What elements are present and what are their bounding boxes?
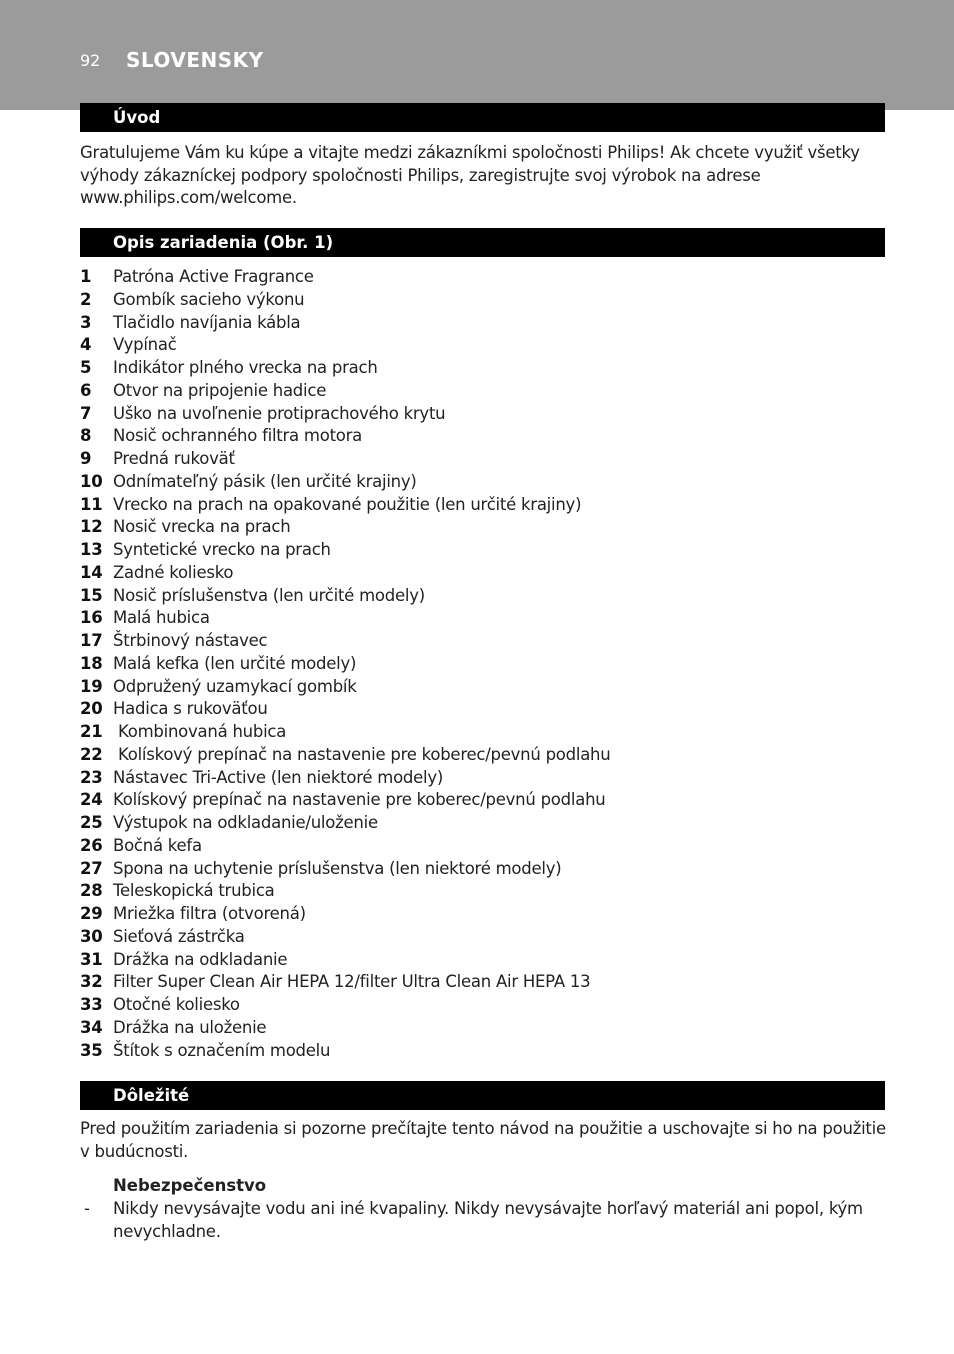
list-item-number: 33 (80, 995, 103, 1014)
section-heading-description: Opis zariadenia (Obr. 1) (80, 228, 885, 257)
list-item (80, 448, 890, 471)
list-item-number: 14 (80, 562, 103, 582)
list-item (80, 357, 890, 380)
list-item-number: 23 (80, 767, 103, 787)
list-item (80, 744, 890, 767)
list-item-number: 29 (80, 904, 103, 923)
list-item-number: 35 (80, 1040, 103, 1060)
list-item-number: 2 (80, 289, 92, 309)
section-heading-intro: Úvod (80, 103, 885, 132)
list-item (80, 1040, 890, 1063)
list-item-number: 4 (80, 335, 92, 355)
language-title: SLOVENSKY (126, 48, 264, 72)
list-item-number: 16 (80, 608, 103, 628)
list-item-number: 26 (80, 835, 103, 855)
list-item-label: Otočné koliesko (113, 995, 240, 1014)
list-item-label: Drážka na uloženie (113, 1017, 267, 1037)
list-item-number: 12 (80, 517, 103, 537)
list-item-label: Štítok s označením modelu (113, 1040, 331, 1060)
list-item-number: 32 (80, 972, 103, 992)
list-item-label: Tlačidlo navíjania kábla (113, 312, 301, 332)
list-item-number: 1 (80, 267, 92, 286)
list-item-label: Vrecko na prach na opakované použitie (len určité krajiny) (113, 494, 582, 514)
list-item (80, 812, 890, 835)
danger-title: Nebezpečenstvo (113, 1176, 267, 1195)
list-item-label: Teleskopická trubica (113, 881, 275, 901)
list-item (80, 630, 890, 653)
list-item (80, 653, 890, 676)
list-item-label: Sieťová zástrčka (113, 926, 245, 946)
list-item (80, 266, 890, 289)
list-item-number: 10 (80, 471, 103, 491)
list-item-number: 15 (80, 585, 103, 605)
parts-list (80, 266, 890, 1062)
list-item-label: Štrbinový nástavec (113, 631, 268, 650)
list-item-number: 22 (80, 744, 103, 764)
list-item-number: 19 (80, 676, 103, 696)
danger-item: Nikdy nevysávajte vodu ani iné kvapaliny. Nikdy nevysávajte horľavý materiál ani popol, kým nevychladne. (113, 1199, 863, 1241)
list-item-number: 27 (80, 858, 103, 878)
list-item (80, 494, 890, 517)
list-item-number: 6 (80, 380, 92, 400)
list-item-number: 8 (80, 426, 92, 446)
list-item-number: 3 (80, 312, 92, 332)
list-item (80, 585, 890, 608)
intro-paragraph: Gratulujeme Vám ku kúpe a vitajte medzi zákazníkmi spoločnosti Philips! Ak chcete využiť všetky výhody zákazníckej podpory spoločnosti Philips, zaregistrujte svoj výrobok na adrese www.philips.com/welcome. (80, 143, 860, 207)
list-item (80, 607, 890, 630)
list-item (80, 949, 890, 972)
list-item-label: Predná rukoväť (113, 449, 235, 468)
list-item (80, 289, 890, 312)
list-item (80, 880, 890, 903)
list-item-number: 24 (80, 790, 103, 810)
list-item (80, 1017, 890, 1040)
list-item-number: 28 (80, 881, 103, 901)
list-item (80, 994, 890, 1017)
list-item (80, 698, 890, 721)
list-item-number: 18 (80, 653, 103, 673)
list-item-number: 13 (80, 540, 103, 559)
section-heading-important: Dôležité (80, 1081, 885, 1110)
list-item-number: 25 (80, 813, 103, 832)
list-item (80, 676, 890, 699)
list-item-label: Filter Super Clean Air HEPA 12/filter Ultra Clean Air HEPA 13 (113, 972, 591, 992)
list-item (80, 403, 890, 426)
list-item (80, 471, 890, 494)
list-item-label: Drážka na odkladanie (113, 949, 288, 969)
list-item-label: Bočná kefa (113, 835, 202, 855)
list-item-label: Otvor na pripojenie hadice (113, 380, 327, 400)
list-item-number: 17 (80, 631, 103, 650)
list-item-label: Indikátor plného vrecka na prach (113, 358, 378, 377)
header-band (0, 0, 954, 110)
list-item-label: Zadné koliesko (113, 562, 234, 582)
list-item-number: 30 (80, 926, 103, 946)
list-item-label: Kolískový prepínač na nastavenie pre koberec/pevnú podlahu (113, 790, 606, 810)
list-item-label: Nosič príslušenstva (len určité modely) (113, 585, 425, 605)
list-item-number: 21 (80, 722, 103, 741)
list-item-label: Spona na uchytenie príslušenstva (len niektoré modely) (113, 858, 562, 878)
list-item-label: Gombík sacieho výkonu (113, 289, 305, 309)
list-item-label: Uško na uvoľnenie protiprachového krytu (113, 403, 446, 423)
list-item-label: Kolískový prepínač na nastavenie pre koberec/pevnú podlahu (113, 744, 611, 764)
list-item-label: Malá hubica (113, 608, 210, 628)
list-item-number: 9 (80, 449, 92, 468)
list-item (80, 516, 890, 539)
list-item (80, 858, 890, 881)
list-item (80, 721, 890, 744)
list-item-label: Odpružený uzamykací gombík (113, 676, 357, 696)
list-item-number: 5 (80, 358, 92, 377)
list-item-number: 20 (80, 699, 103, 719)
list-item-number: 34 (80, 1017, 103, 1037)
list-item (80, 903, 890, 926)
list-item-label: Malá kefka (len určité modely) (113, 653, 357, 673)
list-item (80, 971, 890, 994)
list-item-label: Vypínač (113, 335, 177, 355)
list-item-number: 11 (80, 494, 103, 514)
list-item (80, 312, 890, 335)
danger-bullet: - (84, 1199, 90, 1218)
list-item-number: 31 (80, 949, 103, 969)
list-item-label: Odnímateľný pásik (len určité krajiny) (113, 471, 417, 491)
list-item-label: Nosič vrecka na prach (113, 517, 291, 537)
list-item-label: Nosič ochranného filtra motora (113, 426, 363, 446)
list-item-label: Kombinovaná hubica (113, 722, 287, 741)
list-item-label: Nástavec Tri-Active (len niektoré modely) (113, 767, 444, 787)
list-item-label: Mriežka filtra (otvorená) (113, 904, 306, 923)
list-item (80, 562, 890, 585)
list-item-label: Syntetické vrecko na prach (113, 540, 331, 559)
list-item-label: Výstupok na odkladanie/uloženie (113, 813, 378, 832)
list-item-label: Patróna Active Fragrance (113, 267, 314, 286)
list-item (80, 334, 890, 357)
page-number: 92 (80, 51, 101, 70)
important-paragraph: Pred použitím zariadenia si pozorne prečítajte tento návod na použitie a uschovajte si ho na použitie v budúcnosti. (80, 1119, 886, 1161)
list-item (80, 380, 890, 403)
list-item (80, 767, 890, 790)
list-item (80, 789, 890, 812)
list-item (80, 539, 890, 562)
list-item-label: Hadica s rukoväťou (113, 699, 268, 719)
list-item (80, 926, 890, 949)
list-item-number: 7 (80, 403, 92, 423)
list-item (80, 835, 890, 858)
list-item (80, 425, 890, 448)
